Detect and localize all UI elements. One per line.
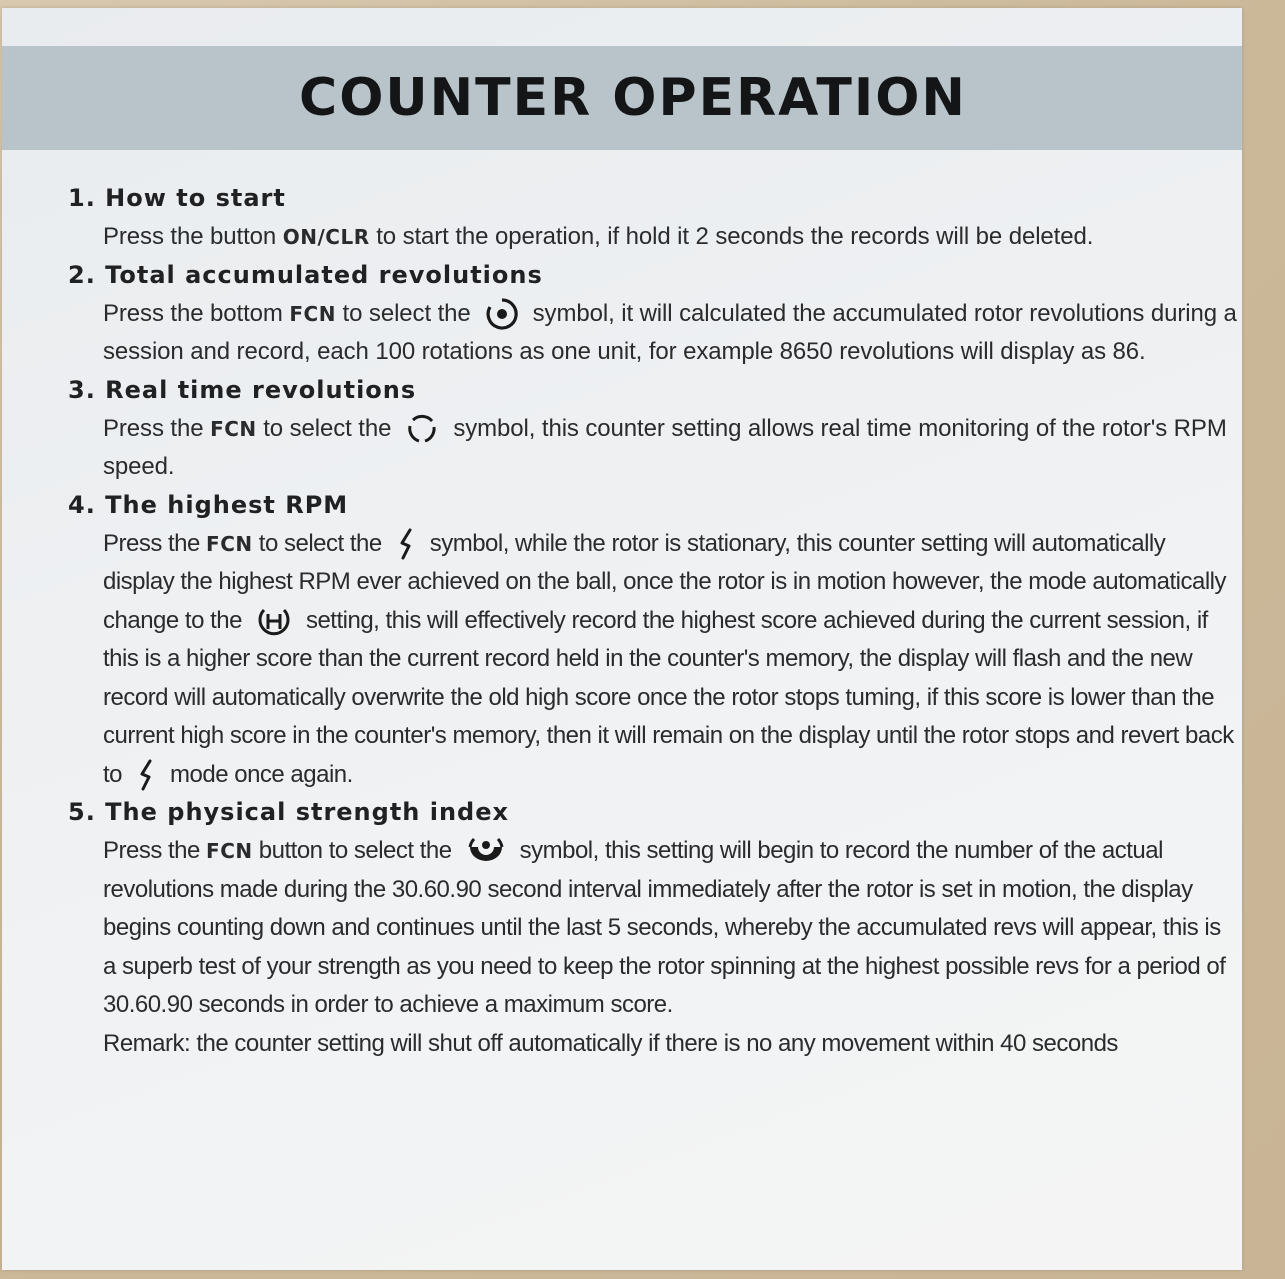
strength-icon — [466, 835, 506, 869]
section-real-time — [68, 372, 1238, 487]
section-highest-rpm — [68, 487, 1238, 795]
lightning-icon — [136, 758, 156, 792]
section-heading: 4. The highest RPM — [68, 490, 349, 519]
text-run: symbol, this counter setting allows real time monitoring of the rotor's RPM speed. — [103, 414, 1227, 480]
section-total-revolutions — [68, 257, 1238, 372]
fcn-button-label: FCN — [289, 301, 336, 326]
high-mode-icon — [256, 604, 292, 638]
lightning-icon — [396, 527, 416, 561]
text-run: symbol, it will calculated the accumulated rotor revolutions during a session and record, each 100 rotations as one unit, for example 8650 revolutions will display as 86. — [103, 299, 1237, 365]
section-strength-index — [68, 794, 1238, 1063]
text-run: button to select the — [252, 837, 452, 864]
section-heading: 2. Total accumulated revolutions — [68, 260, 543, 289]
section-text — [103, 410, 1238, 487]
section-heading: 1. How to start — [68, 184, 286, 212]
rotation-arrows-icon — [405, 412, 439, 446]
section-text — [103, 525, 1238, 795]
text-run: to select the — [252, 529, 382, 557]
text-run: symbol, this setting will begin to record the number of the actual revolutions made during the 30.60.90 second interval immediately after the rotor is set in motion, the display begins counting down and continues until the last 5 seconds, whereby the accumulated revs will appear, this is a superb test of your strength as you need to keep the rotor spinning at the highest possible revs for a period of 30.60.90 seconds in order to achieve a maximum score. — [103, 837, 1226, 1018]
instructions-body — [68, 180, 1238, 1063]
text-run: Press the — [103, 414, 211, 442]
fcn-button-label: FCN — [210, 416, 257, 441]
fcn-button-label: FCN — [206, 839, 253, 863]
section-heading: 3. Real time revolutions — [68, 375, 417, 404]
text-run: symbol, while the rotor is stationary, this counter setting will automatically display the highest RPM ever achieved on the ball, once the rotor is in motion however, the mode automatically change to the — [103, 529, 1226, 634]
text-run: Press the — [103, 529, 207, 557]
text-run: mode once again. — [170, 760, 353, 788]
text-run: Press the — [103, 837, 207, 864]
page-title: COUNTER OPERATION — [299, 68, 967, 128]
section-text — [103, 295, 1238, 372]
section-how-to-start — [68, 180, 1238, 257]
text-run: setting, this will effectively record the highest score achieved during the current session, if this is a higher score than the current record held in the counter's memory, the display will flash and the new record will automatically overwrite the old high score once the rotor stops tuming, if this score is lower than the current high score in the counter's memory, then it will remain on the display until the rotor stops and revert back to — [103, 606, 1234, 788]
instruction-sheet — [2, 8, 1242, 1270]
section-text — [103, 832, 1238, 1063]
target-dot-icon — [485, 297, 519, 331]
section-text — [103, 218, 1238, 257]
text-run: to start the operation, if hold it 2 seconds the records will be deleted. — [369, 223, 1094, 250]
on-clr-button-label: ON/CLR — [282, 225, 370, 249]
text-run: Press the bottom — [103, 299, 290, 327]
text-run: to select the — [335, 299, 471, 327]
text-run: to select the — [256, 414, 392, 442]
section-heading: 5. The physical strength index — [68, 798, 509, 826]
fcn-button-label: FCN — [206, 531, 253, 556]
text-run: Press the button — [103, 223, 283, 250]
remark-text: Remark: the counter setting will shut off automatically if there is no any movement within 40 seconds — [103, 1029, 1118, 1057]
